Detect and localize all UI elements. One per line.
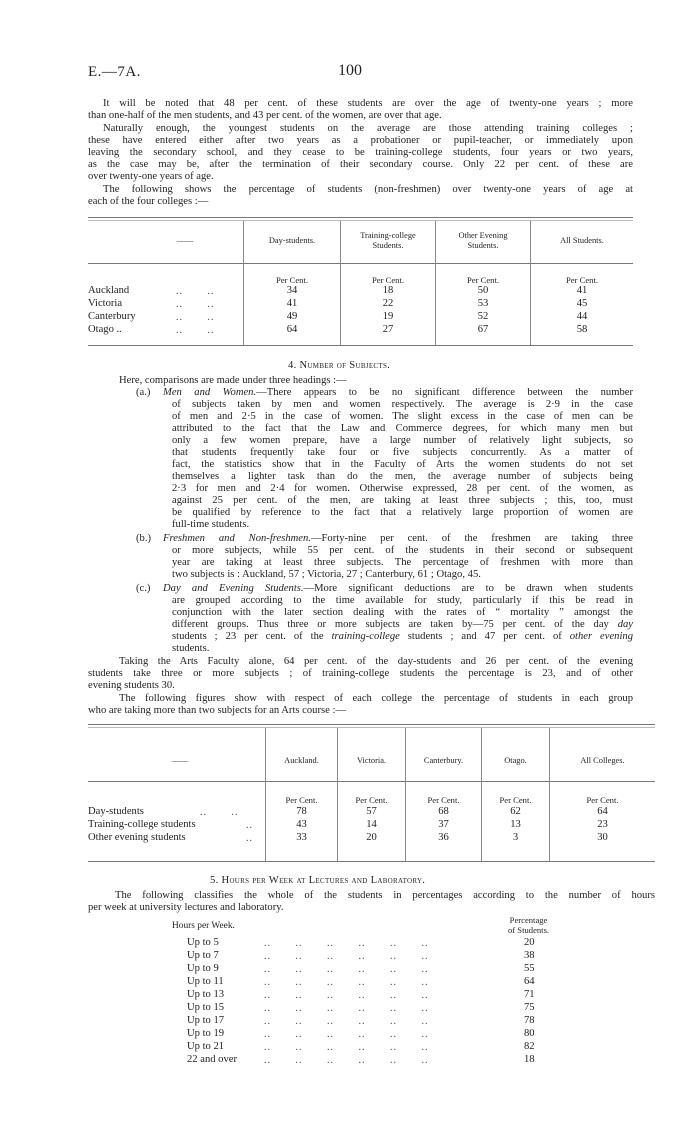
intro-line: as the case may be, after the termination of their secondary course. Only 22 per cent. of these are — [88, 159, 633, 170]
paragraph-line: year are taking at least three subjects. The percentage of freshmen with more than — [172, 557, 633, 568]
cell: 41 — [576, 285, 588, 296]
column-header: All Colleges. — [580, 756, 625, 765]
paragraph-line: The following classifies the whole of the students in percentages according to the number of hours — [115, 890, 655, 901]
emphasis: other evening — [569, 631, 633, 642]
leader-dots: .. .. — [200, 807, 239, 818]
paragraph-line: or more subjects, while 55 per cent. of the students in their second or subsequent — [172, 545, 633, 556]
row-label: Victoria — [88, 298, 123, 309]
item-title: Freshmen and Non-freshmen. — [163, 533, 311, 544]
column-header: Auckland. — [284, 756, 319, 765]
cell: 37 — [438, 819, 449, 830]
item-title: Men and Women. — [163, 387, 257, 398]
intro-line: leaving the secondary school, and they cease to be training-college students, four years or two years, — [88, 147, 633, 158]
cell: 50 — [477, 285, 489, 296]
cell: 20 — [366, 832, 377, 843]
item-text: students ; and 47 per cent. of — [399, 631, 570, 642]
cell: 18 — [382, 285, 394, 296]
stub-header: —— — [176, 236, 194, 245]
paragraph-line: The following figures show with respect of each college the percentage of students in each group — [119, 693, 633, 704]
cell: 64 — [597, 806, 608, 817]
cell: 43 — [296, 819, 307, 830]
hours-column-header: Hours per Week. — [172, 921, 235, 931]
cell: 62 — [510, 806, 521, 817]
paragraph-line: fact, the statistics show that in the Faculty of Arts the women students do not set — [172, 459, 633, 470]
cell: 36 — [438, 832, 449, 843]
paragraph-line: are grouped according to the time available for study, particularly if this be read in — [172, 595, 633, 606]
cell: 49 — [286, 311, 298, 322]
unit-label: Per Cent. — [499, 795, 532, 805]
paragraph-line: themselves a lighter task than do the men, the average number of subjects being — [172, 471, 633, 482]
leader-dots: .. .. .. .. .. .. — [264, 1003, 429, 1014]
row-label: Auckland — [88, 285, 130, 296]
paragraph-line: full-time students. — [172, 519, 250, 530]
section-heading — [288, 360, 390, 371]
emphasis: day — [617, 619, 633, 630]
row-label: Training-college students — [88, 819, 196, 830]
row-label: Otago .. — [88, 324, 122, 335]
cell: 68 — [438, 806, 449, 817]
cell: 14 — [366, 819, 377, 830]
paragraph-line: conjunction with the later section dealing with the rates of “ mortality ” amongst the — [172, 607, 633, 618]
column-header: Training-college Students. — [360, 231, 416, 250]
leader-dots: .. .. — [176, 312, 215, 323]
paragraph-line — [163, 533, 633, 545]
percentage-value: 18 — [524, 1054, 535, 1065]
item-label: (b.) — [136, 533, 152, 544]
paragraph-line: attributed to the fact that the Law and Commerce degrees, for which many men but — [172, 423, 633, 434]
unit-label: Per Cent. — [427, 795, 460, 805]
item-text: different groups. Thus three or more subjects are taken by—75 per cent. of the day — [172, 619, 609, 630]
leader-dots: .. .. .. .. .. .. — [264, 938, 429, 949]
cell: 23 — [597, 819, 608, 830]
unit-label: Per Cent. — [467, 275, 499, 285]
percentage-value: 38 — [524, 950, 535, 961]
heading-title: Number of Subjects. — [299, 360, 391, 371]
cell: 45 — [576, 298, 588, 309]
paragraph-line — [172, 619, 633, 631]
paragraph-line: 2·3 for men and 2·4 for women. Otherwise expressed, 28 per cent. of the women, as — [172, 483, 633, 494]
cell: 19 — [382, 311, 394, 322]
hours-label: Up to 17 — [187, 1015, 225, 1026]
unit-label: Per Cent. — [285, 795, 318, 805]
cell: 67 — [477, 324, 489, 335]
percentage-value: 71 — [524, 989, 535, 1000]
paragraph-line: against 25 per cent. of the men, are taking at least three subjects ; this, too, must — [172, 495, 633, 506]
row-label: Day-students — [88, 806, 144, 817]
intro-line: It will be noted that 48 per cent. of these students are over the age of twenty-one years ; more — [103, 98, 633, 109]
hours-label: Up to 7 — [187, 950, 219, 961]
page-number: 100 — [338, 62, 362, 79]
hours-label: 22 and over — [187, 1054, 238, 1065]
percentage-value: 20 — [524, 937, 535, 948]
paragraph-line — [172, 631, 633, 643]
column-header: All Students. — [560, 236, 604, 245]
unit-label: Per Cent. — [276, 275, 308, 285]
column-header: Victoria. — [356, 756, 387, 765]
heading-title: Hours per Week at Lectures and Laboratory. — [221, 875, 426, 886]
intro-line: these have entered either after two years as a probationer or pupil-teacher, or immediately upon — [88, 135, 633, 146]
cell: 33 — [296, 832, 307, 843]
heading-number: 5. — [210, 875, 219, 886]
paragraph-line: per week at university lectures and laboratory. — [88, 902, 284, 913]
column-header: Other Evening Students. — [458, 231, 508, 250]
section-heading — [210, 875, 425, 886]
leader-dots: .. .. — [176, 299, 215, 310]
paragraph-line: only a few women prepare, have a large number of relatively light subjects, so — [172, 435, 633, 446]
hours-label: Up to 11 — [187, 976, 224, 987]
cell: 64 — [286, 324, 298, 335]
paragraph-line — [163, 387, 633, 399]
paragraph-line: students. — [172, 643, 210, 654]
unit-label: Per Cent. — [566, 275, 598, 285]
percentage-value: 80 — [524, 1028, 535, 1039]
row-label: Other evening students — [88, 832, 186, 843]
column-header: Day-students. — [268, 236, 316, 245]
cell: 30 — [597, 832, 608, 843]
item-text: —More significant deductions are to be drawn when students — [303, 583, 633, 594]
unit-label: Per Cent. — [372, 275, 404, 285]
section-code: E.—7A. — [88, 64, 141, 80]
hours-label: Up to 5 — [187, 937, 219, 948]
leader-dots: .. .. .. .. .. .. — [264, 977, 429, 988]
unit-label: Per Cent. — [586, 795, 619, 805]
stub-header: —— — [171, 756, 189, 765]
emphasis: training-college — [331, 631, 400, 642]
cell: 53 — [477, 298, 489, 309]
hours-label: Up to 21 — [187, 1041, 225, 1052]
leader-dots: .. .. — [176, 325, 215, 336]
hours-label: Up to 19 — [187, 1028, 225, 1039]
intro-line: over twenty-one years of age. — [88, 171, 214, 182]
cell: 13 — [510, 819, 521, 830]
percentage-value: 75 — [524, 1002, 535, 1013]
column-header: Canterbury. — [423, 756, 464, 765]
percentage-value: 78 — [524, 1015, 535, 1026]
leader-dots: .. — [246, 833, 253, 844]
header-line: Percentage — [509, 915, 548, 925]
column-header: Otago. — [504, 756, 527, 765]
leader-dots: .. — [246, 820, 253, 831]
item-text: —Forty-nine per cent. of the freshmen are taking three — [310, 533, 633, 544]
leader-dots: .. .. .. .. .. .. — [264, 951, 429, 962]
paragraph-line: of subjects taken by men and women respectively. The average is 2·9 in the case — [172, 399, 633, 410]
paragraph-line: be qualified by reference to the fact that a relatively large proportion of women are — [172, 507, 633, 518]
cell: 41 — [286, 298, 298, 309]
paragraph-line: evening students 30. — [88, 680, 175, 691]
leader-dots: .. .. .. .. .. .. — [264, 1029, 429, 1040]
paragraph-line: that students frequently take four or five subjects concurrently. As a matter of — [172, 447, 633, 458]
item-text: —There appears to be no significant difference between the number — [256, 387, 633, 398]
cell: 58 — [576, 324, 588, 335]
paragraph-line: who are taking more than two subjects for an Arts course :— — [88, 705, 347, 716]
intro-line: each of the four colleges :— — [88, 196, 209, 207]
cell: 52 — [477, 311, 489, 322]
cell: 27 — [382, 324, 394, 335]
paragraph-line: two subjects is : Auckland, 57 ; Victoria, 27 ; Canterbury, 61 ; Otago, 45. — [172, 569, 481, 580]
cell: 57 — [366, 806, 377, 817]
hours-label: Up to 15 — [187, 1002, 225, 1013]
leader-dots: .. .. — [176, 286, 215, 297]
header-line: of Students. — [508, 925, 550, 935]
cell: 34 — [286, 285, 298, 296]
leader-dots: .. .. .. .. .. .. — [264, 1016, 429, 1027]
intro-line: The following shows the percentage of students (non-freshmen) over twenty-one years of age at — [103, 184, 633, 195]
unit-label: Per Cent. — [355, 795, 388, 805]
cell: 3 — [512, 832, 519, 843]
item-label: (a.) — [136, 387, 151, 398]
paragraph-line: of men and 2·5 in the case of women. The slight excess in the case of men can be — [172, 411, 633, 422]
section-intro: Here, comparisons are made under three headings :— — [119, 375, 347, 386]
cell: 22 — [382, 298, 394, 309]
paragraph-line — [163, 583, 633, 595]
hours-label: Up to 9 — [187, 963, 219, 974]
leader-dots: .. .. .. .. .. .. — [264, 964, 429, 975]
paragraph-line: students take three or more subjects ; of training-college students the percentage is 23, and of other — [88, 668, 633, 679]
percentage-value: 55 — [524, 963, 535, 974]
percentage-value: 64 — [524, 976, 535, 987]
row-label: Canterbury — [88, 311, 136, 322]
percentage-value: 82 — [524, 1041, 535, 1052]
item-label: (c.) — [136, 583, 151, 594]
percentage-column-header — [508, 915, 549, 935]
leader-dots: .. .. .. .. .. .. — [264, 1042, 429, 1053]
leader-dots: .. .. .. .. .. .. — [264, 990, 429, 1001]
heading-number: 4. — [288, 360, 297, 371]
cell: 44 — [576, 311, 588, 322]
cell: 78 — [296, 806, 307, 817]
leader-dots: .. .. .. .. .. .. — [264, 1055, 429, 1066]
intro-line: than one-half of the men students, and 43 per cent. of the women, are over that age. — [88, 110, 442, 121]
item-title: Day and Evening Students. — [163, 583, 304, 594]
intro-line: Naturally enough, the youngest students on the average are those attending training colleges ; — [103, 123, 633, 134]
item-text: students ; 23 per cent. of the — [172, 631, 332, 642]
paragraph-line: Taking the Arts Faculty alone, 64 per cent. of the day-students and 26 per cent. of the evening — [119, 656, 633, 667]
hours-label: Up to 13 — [187, 989, 225, 1000]
